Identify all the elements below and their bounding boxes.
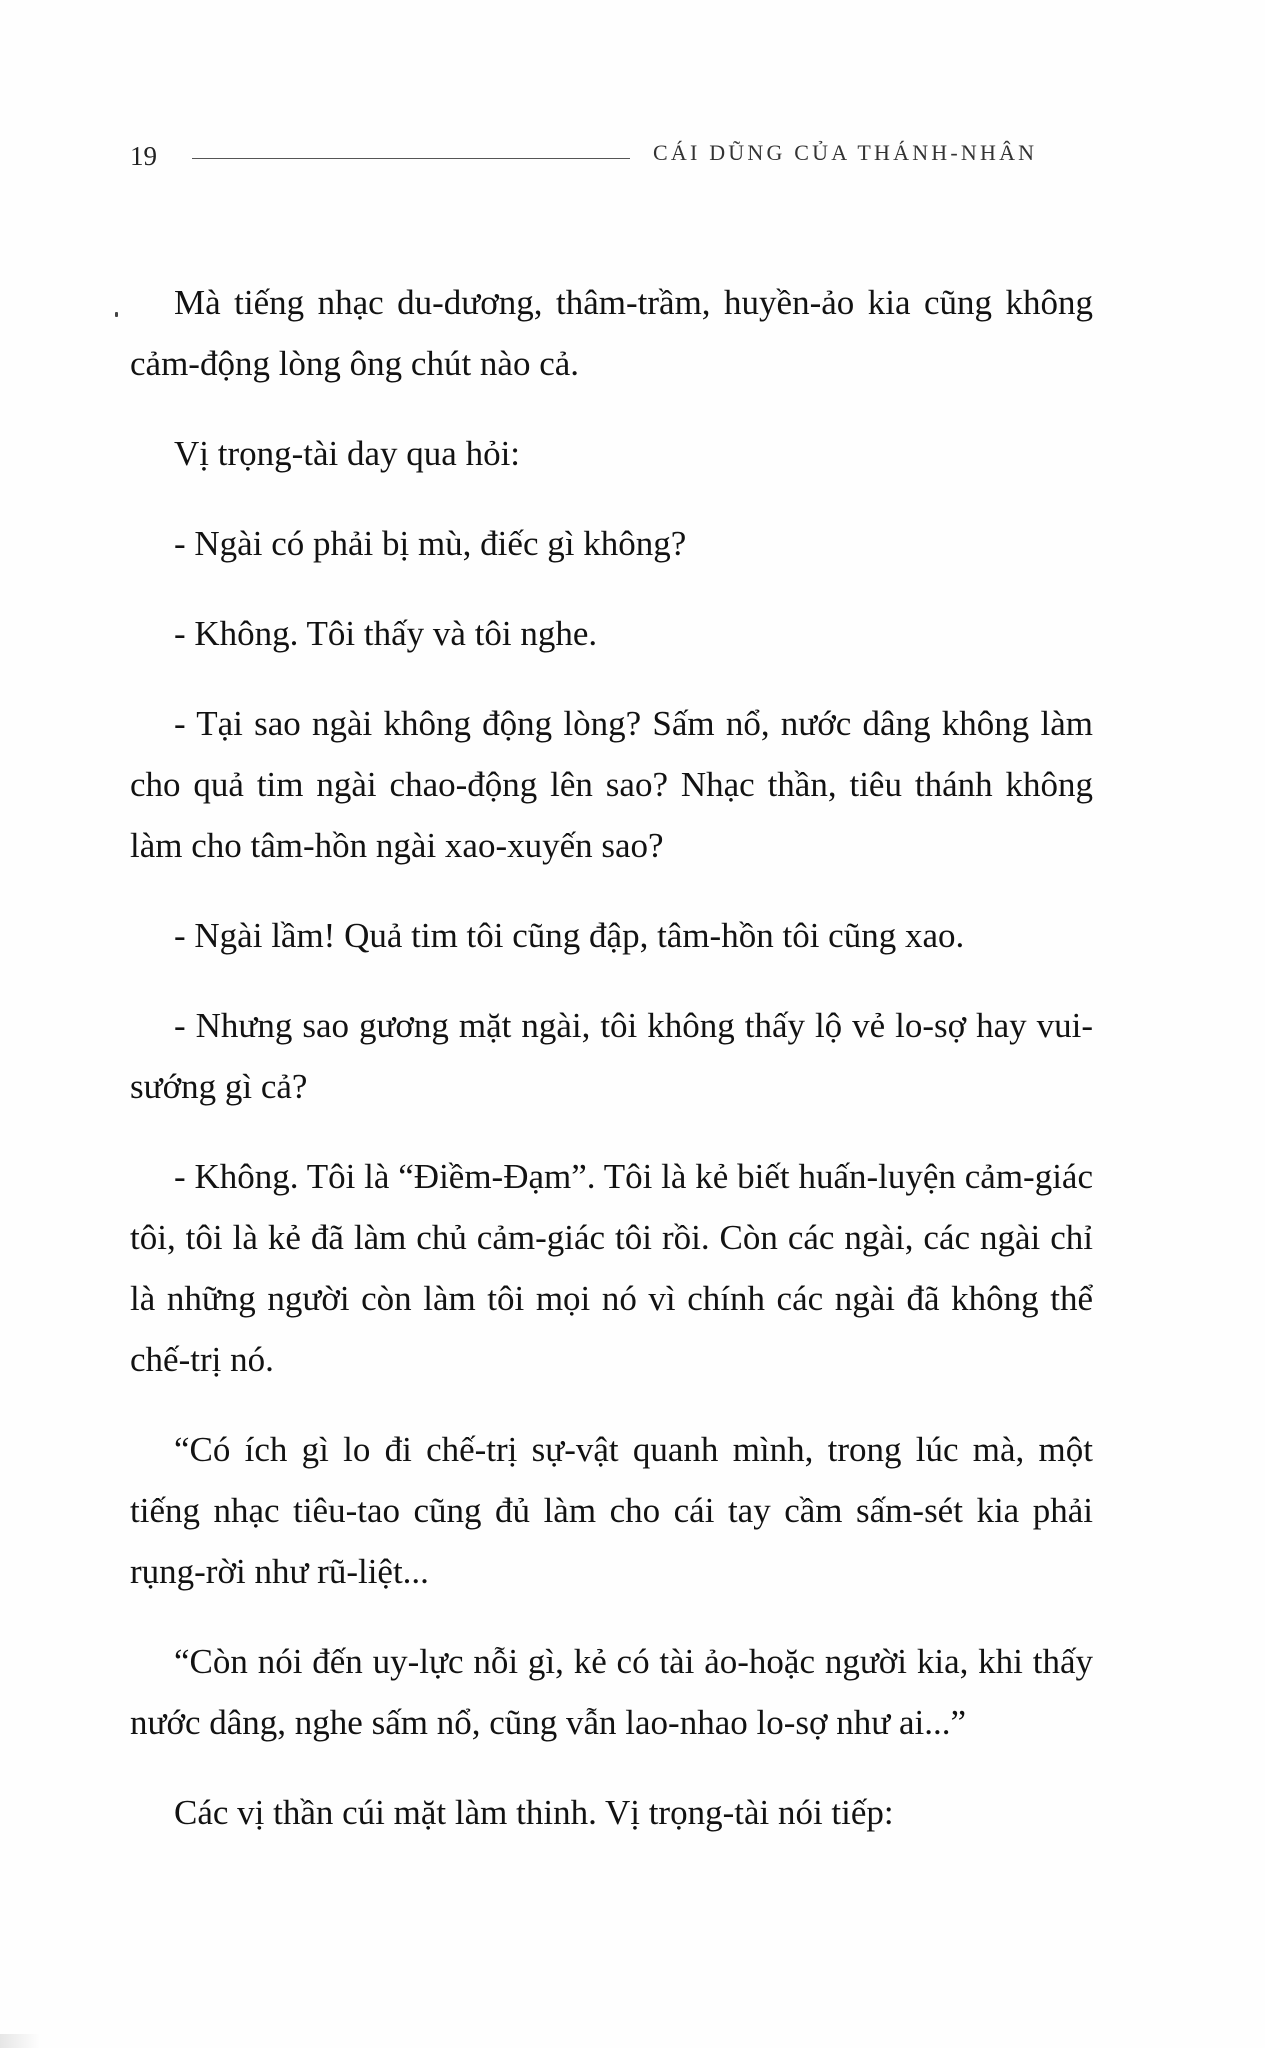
dialogue-line: - Ngài lầm! Quả tim tôi cũng đập, tâm-hồn tôi cũng xao. [174,916,965,955]
dialogue-line: - Không. Tôi là “Điềm-Đạm”. Tôi là kẻ biết huấn-luyện cảm-giác tôi, tôi là kẻ đã làm chủ cảm-giác tôi rồi. Còn các ngài, các ngài chỉ là những người còn làm tôi mọi nó vì chính các ngài đã không thể chế-trị nó. [130,1157,1093,1379]
dialogue-line: - Tại sao ngài không động lòng? Sấm nổ, nước dâng không làm cho quả tim ngài chao-động lên sao? Nhạc thần, tiêu thánh không làm cho tâm-hồn ngài xao-xuyến sao? [130,704,1093,865]
page-header [130,136,1100,176]
page-number: 19 [130,140,157,171]
dialogue-line: - Không. Tôi thấy và tôi nghe. [174,614,598,653]
dialogue-line: - Nhưng sao gương mặt ngài, tôi không thấy lộ vẻ lo-sợ hay vui-sướng gì cả? [130,1006,1093,1106]
paragraph: Vị trọng-tài day qua hỏi: [174,434,521,473]
page-edge-shadow [0,2034,40,2048]
paragraph: Mà tiếng nhạc du-dương, thâm-trầm, huyền-ảo kia cũng không cảm-động lòng ông chút nào cả. [130,283,1093,383]
ink-speck [115,312,118,317]
body-text [130,272,1093,1843]
dialogue-line: - Ngài có phải bị mù, điếc gì không? [174,524,687,563]
header-rule-divider [192,158,630,159]
quoted-paragraph: “Còn nói đến uy-lực nỗi gì, kẻ có tài ảo-hoặc người kia, khi thấy nước dâng, nghe sấm nổ, cũng vẫn lao-nhao lo-sợ như ai...” [130,1642,1093,1742]
paragraph: Các vị thần cúi mặt làm thinh. Vị trọng-tài nói tiếp: [174,1793,894,1832]
running-title: CÁI DŨNG CỦA THÁNH-NHÂN [653,140,1038,165]
quoted-paragraph: “Có ích gì lo đi chế-trị sự-vật quanh mình, trong lúc mà, một tiếng nhạc tiêu-tao cũng đủ làm cho cái tay cầm sấm-sét kia phải rụng-rời như rũ-liệt... [130,1430,1093,1591]
